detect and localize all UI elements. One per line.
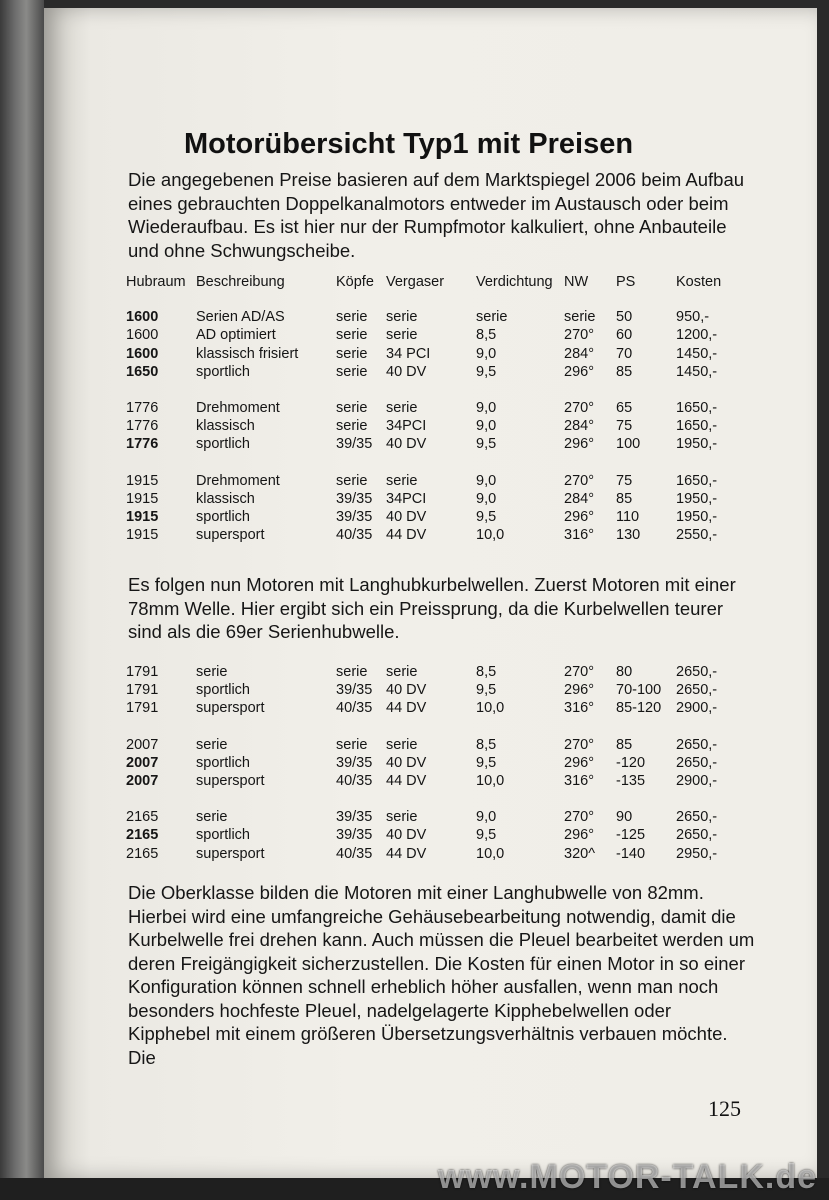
cell-ps: 90 <box>616 809 633 826</box>
cell-vergaser: serie <box>386 399 418 416</box>
cell-vergaser: 40 DV <box>386 827 427 844</box>
cell-beschreibung: serie <box>196 664 228 680</box>
cell-beschreibung: sportlich <box>196 508 250 525</box>
cell-ps: 75 <box>616 472 633 489</box>
cell-ps: 100 <box>616 436 641 453</box>
cell-ps: 75 <box>616 418 633 435</box>
cell-beschreibung: klassisch <box>196 490 255 507</box>
cell-beschreibung: klassisch <box>196 418 255 435</box>
header-nw: NW <box>564 274 589 290</box>
cell-hubraum: 1776 <box>126 436 159 453</box>
cell-hubraum: 1776 <box>126 418 159 435</box>
cell-beschreibung: supersport <box>196 772 265 789</box>
cell-beschreibung: serie <box>196 809 228 826</box>
cell-koepfe: serie <box>336 736 368 753</box>
cell-hubraum: 1776 <box>126 399 159 416</box>
cell-hubraum: 2165 <box>126 827 159 844</box>
cell-verdichtung: 9,5 <box>476 436 497 453</box>
cell-koepfe: serie <box>336 345 368 362</box>
cell-koepfe: 39/35 <box>336 508 373 525</box>
cell-ps: 80 <box>616 664 633 680</box>
cell-vergaser: serie <box>386 809 418 826</box>
cell-koepfe: 40/35 <box>336 700 373 717</box>
cell-kosten: 1450,- <box>676 363 718 380</box>
cell-ps: -140 <box>616 845 646 862</box>
cell-ps: 85 <box>616 490 633 507</box>
cell-beschreibung: serie <box>196 736 228 753</box>
cell-nw: 316° <box>564 700 594 717</box>
cell-verdichtung: 9,0 <box>476 809 497 826</box>
header-vergaser: Vergaser <box>386 274 445 290</box>
cell-kosten: 1650,- <box>676 472 718 489</box>
cell-vergaser: 34 PCI <box>386 345 431 362</box>
cell-kosten: 2650,- <box>676 736 718 753</box>
cell-koepfe: serie <box>336 309 368 326</box>
cell-verdichtung: 8,5 <box>476 664 497 680</box>
header-verdichtung: Verdichtung <box>476 274 553 290</box>
cell-verdichtung: 9,5 <box>476 754 497 771</box>
cell-hubraum: 1600 <box>126 309 159 326</box>
cell-hubraum: 1791 <box>126 664 159 680</box>
header-kosten: Kosten <box>676 274 722 290</box>
cell-koepfe: serie <box>336 418 368 435</box>
cell-kosten: 2650,- <box>676 682 718 699</box>
cell-beschreibung: sportlich <box>196 827 250 844</box>
cell-vergaser: 40 DV <box>386 754 427 771</box>
cell-beschreibung: supersport <box>196 845 265 862</box>
cell-ps: 70 <box>616 345 633 362</box>
cell-nw: 296° <box>564 363 594 380</box>
cell-ps: 130 <box>616 527 641 544</box>
cell-verdichtung: 9,5 <box>476 508 497 525</box>
cell-hubraum: 1600 <box>126 327 159 344</box>
cell-hubraum: 1791 <box>126 682 159 699</box>
cell-beschreibung: Drehmoment <box>196 399 280 416</box>
cell-beschreibung: supersport <box>196 527 265 544</box>
cell-vergaser: serie <box>386 664 418 680</box>
cell-hubraum: 2165 <box>126 809 159 826</box>
cell-ps: 70-100 <box>616 682 662 699</box>
cell-ps: -135 <box>616 772 646 789</box>
cell-nw: 284° <box>564 490 594 507</box>
oberklasse-paragraph: Die Oberklasse bilden die Motoren mit einer Langhubwelle von 82mm. Hierbei wird eine umfangreiche Gehäusebearbeitung notwendig, damit die Kurbelwelle frei drehen kann. Auch müssen die Pleuel bearbeitet werden um deren Freigängigkeit sicherzustellen. Die Kosten für einen Motor in so einer Konfiguration können schnell erheblich höher ausfallen, wenn man noch besonders hochfeste Pleuel, nadelgelagerte Kipphebelwellen oder Kipphebel mit einem größeren Übersetzungsverhältnis verbauen möchte. Die <box>128 882 755 1068</box>
cell-verdichtung: serie <box>476 309 508 326</box>
cell-hubraum: 1915 <box>126 490 159 507</box>
cell-kosten: 2650,- <box>676 754 718 771</box>
cell-verdichtung: 9,0 <box>476 490 497 507</box>
cell-vergaser: 34PCI <box>386 418 427 435</box>
cell-vergaser: serie <box>386 327 418 344</box>
cell-hubraum: 2165 <box>126 845 159 862</box>
cell-ps: 50 <box>616 309 633 326</box>
cell-verdichtung: 9,0 <box>476 472 497 489</box>
cell-verdichtung: 9,0 <box>476 399 497 416</box>
cell-vergaser: 40 DV <box>386 508 427 525</box>
cell-vergaser: 40 DV <box>386 436 427 453</box>
cell-nw: 296° <box>564 827 594 844</box>
page-title: Motorübersicht Typ1 mit Preisen <box>184 128 634 160</box>
cell-koepfe: 40/35 <box>336 527 373 544</box>
cell-beschreibung: sportlich <box>196 363 250 380</box>
cell-ps: 65 <box>616 399 633 416</box>
cell-koepfe: 39/35 <box>336 490 373 507</box>
cell-hubraum: 1650 <box>126 363 159 380</box>
cell-kosten: 2650,- <box>676 809 718 826</box>
cell-koepfe: 40/35 <box>336 845 373 862</box>
cell-kosten: 1950,- <box>676 436 718 453</box>
cell-beschreibung: Serien AD/AS <box>196 309 285 326</box>
cell-vergaser: 40 DV <box>386 363 427 380</box>
cell-nw: 270° <box>564 472 594 489</box>
cell-vergaser: 44 DV <box>386 700 427 717</box>
header-ps: PS <box>616 274 636 290</box>
cell-hubraum: 1915 <box>126 472 159 489</box>
cell-kosten: 2650,- <box>676 827 718 844</box>
cell-verdichtung: 8,5 <box>476 736 497 753</box>
cell-kosten: 1950,- <box>676 490 718 507</box>
cell-verdichtung: 10,0 <box>476 527 505 544</box>
header-koepfe: Köpfe <box>336 274 374 290</box>
cell-verdichtung: 10,0 <box>476 700 505 717</box>
book-spine-edge <box>0 0 44 1200</box>
cell-koepfe: 39/35 <box>336 436 373 453</box>
cell-verdichtung: 8,5 <box>476 327 497 344</box>
intro-paragraph: Die angegebenen Preise basieren auf dem Marktspiegel 2006 beim Aufbau eines gebrauchten Doppelkanalmotors entweder im Austausch oder beim Wiederaufbau. Es ist hier nur der Rumpfmotor kalkuliert, ohne Anbauteile und ohne Schwungscheibe. <box>128 169 745 261</box>
cell-nw: 270° <box>564 664 594 680</box>
cell-beschreibung: klassisch frisiert <box>196 345 299 362</box>
cell-koepfe: 39/35 <box>336 754 373 771</box>
cell-nw: 270° <box>564 399 594 416</box>
cell-kosten: 2650,- <box>676 664 718 680</box>
cell-vergaser: serie <box>386 472 418 489</box>
cell-kosten: 2550,- <box>676 527 718 544</box>
header-beschreibung: Beschreibung <box>196 274 285 290</box>
cell-verdichtung: 10,0 <box>476 845 505 862</box>
cell-vergaser: 40 DV <box>386 682 427 699</box>
cell-verdichtung: 9,5 <box>476 682 497 699</box>
cell-ps: 85 <box>616 363 633 380</box>
cell-verdichtung: 9,0 <box>476 345 497 362</box>
cell-kosten: 2900,- <box>676 772 718 789</box>
cell-koepfe: 40/35 <box>336 772 373 789</box>
header-hubraum: Hubraum <box>126 274 186 290</box>
cell-hubraum: 2007 <box>126 754 159 771</box>
cell-beschreibung: AD optimiert <box>196 327 276 344</box>
cell-ps: -125 <box>616 827 646 844</box>
cell-hubraum: 1791 <box>126 700 159 717</box>
cell-kosten: 1650,- <box>676 418 718 435</box>
cell-koepfe: 39/35 <box>336 827 373 844</box>
cell-vergaser: serie <box>386 309 418 326</box>
cell-kosten: 2950,- <box>676 845 718 862</box>
cell-ps: 85 <box>616 736 633 753</box>
cell-verdichtung: 9,5 <box>476 827 497 844</box>
cell-nw: 270° <box>564 736 594 753</box>
cell-hubraum: 1915 <box>126 527 159 544</box>
cell-hubraum: 1600 <box>126 345 159 362</box>
cell-koepfe: serie <box>336 399 368 416</box>
cell-koepfe: serie <box>336 664 368 680</box>
cell-verdichtung: 9,0 <box>476 418 497 435</box>
cell-nw: 296° <box>564 436 594 453</box>
cell-nw: 296° <box>564 508 594 525</box>
cell-ps: 85-120 <box>616 700 662 717</box>
cell-kosten: 1950,- <box>676 508 718 525</box>
cell-beschreibung: sportlich <box>196 754 250 771</box>
cell-verdichtung: 10,0 <box>476 772 505 789</box>
cell-nw: 284° <box>564 345 594 362</box>
cell-vergaser: 44 DV <box>386 527 427 544</box>
cell-ps: 60 <box>616 327 633 344</box>
cell-kosten: 2900,- <box>676 700 718 717</box>
cell-nw: 270° <box>564 327 594 344</box>
cell-nw: 270° <box>564 809 594 826</box>
cell-ps: -120 <box>616 754 646 771</box>
cell-koepfe: serie <box>336 327 368 344</box>
page-number: 125 <box>708 1096 741 1121</box>
cell-koepfe: 39/35 <box>336 809 373 826</box>
cell-koepfe: 39/35 <box>336 682 373 699</box>
cell-kosten: 1200,- <box>676 327 718 344</box>
cell-beschreibung: sportlich <box>196 682 250 699</box>
cell-koepfe: serie <box>336 472 368 489</box>
cell-hubraum: 2007 <box>126 772 159 789</box>
cell-beschreibung: Drehmoment <box>196 472 280 489</box>
cell-vergaser: 34PCI <box>386 490 427 507</box>
cell-beschreibung: supersport <box>196 700 265 717</box>
cell-koepfe: serie <box>336 363 368 380</box>
cell-kosten: 950,- <box>676 309 710 326</box>
cell-hubraum: 2007 <box>126 736 159 753</box>
cell-verdichtung: 9,5 <box>476 363 497 380</box>
cell-kosten: 1650,- <box>676 399 718 416</box>
cell-hubraum: 1915 <box>126 508 159 525</box>
cell-kosten: 1450,- <box>676 345 718 362</box>
longstroke-intro-paragraph: Es folgen nun Motoren mit Langhubkurbelwellen. Zuerst Motoren mit einer 78mm Welle. Hier ergibt sich ein Preissprung, da die Kurbelwellen teurer sind als die 69er Serienhubwelle. <box>128 574 736 642</box>
book-page <box>44 8 817 1178</box>
watermark: www.MOTOR-TALK.de <box>437 1158 817 1196</box>
cell-nw: 284° <box>564 418 594 435</box>
cell-vergaser: 44 DV <box>386 845 427 862</box>
cell-vergaser: serie <box>386 736 418 753</box>
cell-nw: 296° <box>564 754 594 771</box>
cell-nw: 316° <box>564 527 594 544</box>
cell-nw: 316° <box>564 772 594 789</box>
cell-vergaser: 44 DV <box>386 772 427 789</box>
cell-nw: 320^ <box>564 845 595 862</box>
cell-nw: 296° <box>564 682 594 699</box>
cell-nw: serie <box>564 309 596 326</box>
cell-ps: 110 <box>616 508 640 525</box>
cell-beschreibung: sportlich <box>196 436 250 453</box>
